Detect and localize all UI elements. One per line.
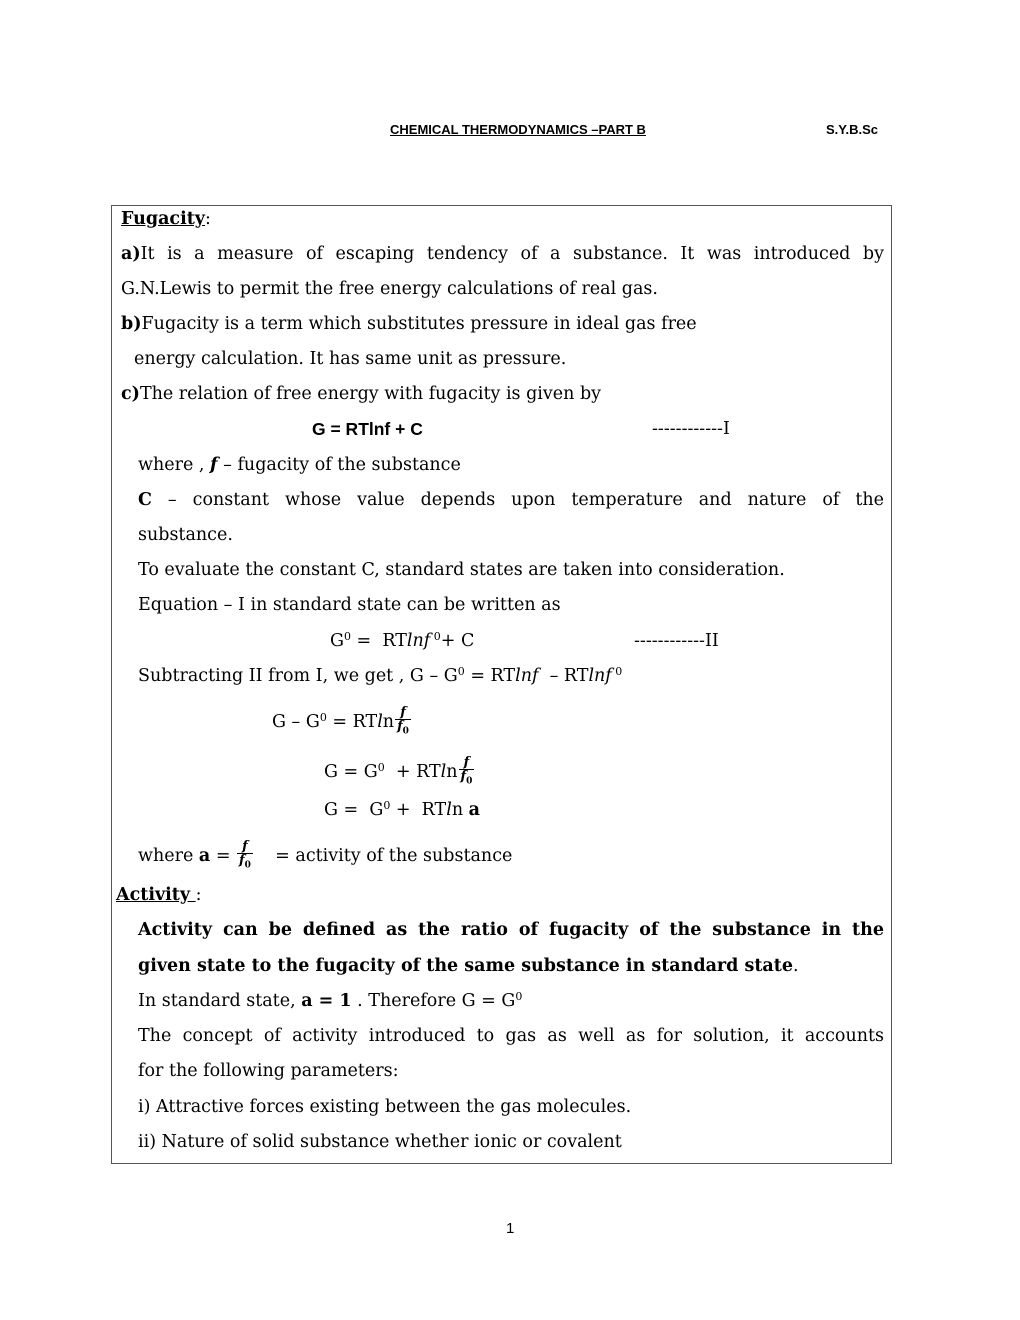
equation-2-tag: ------------II (634, 631, 719, 651)
class-label: S.Y.B.Sc (826, 122, 879, 137)
equation-2: $G^0 = RTlnf$ $^0$+ C (330, 630, 475, 651)
substance-line: substance. (138, 525, 233, 545)
equation-1: G = RTlnf + C (312, 419, 423, 439)
equation-3: $G - G^0 = RTln$ $\frac{f}{f_0}$ (272, 705, 409, 737)
document-title: CHEMICAL THERMODYNAMICS –PART B (390, 122, 646, 137)
c-constant-line: C – constant whose value depends upon temperature and nature of the (138, 490, 884, 510)
f-over-f0-fraction: $\frac{f}{f_0}$ (239, 839, 251, 871)
activity-heading: Activity : (116, 885, 202, 905)
f-over-f0-fraction: $\frac{f}{f_0}$ (397, 705, 409, 737)
activity-def-line2: given state to the fugacity of the same substance in standard state. (138, 956, 799, 976)
subtract-line: Subtracting II from I, we get , $G - G^0 = RTlnf - RTlnf$ $^0$ (138, 665, 623, 686)
parameter-2: ii) Nature of solid substance whether ionic or covalent (138, 1132, 622, 1152)
activity-def-line1: Activity can be defined as the ratio of fugacity of the substance in the (138, 920, 884, 940)
standard-state-line: In standard state, a = 1 . Therefore $G = G^0$ (138, 990, 523, 1011)
fugacity-heading: Fugacity: (121, 209, 211, 229)
standard-state-eq-line: Equation – I in standard state can be written as (138, 595, 561, 615)
where-f-line: where , f – fugacity of the substance (138, 455, 461, 475)
point-a-line1: a)It is a measure of escaping tendency of a substance. It was introduced by (121, 244, 884, 264)
activity-definition-eq: where a = $\frac{f}{f_0}$ = activity of the substance (138, 839, 513, 871)
point-b-line2: energy calculation. It has same unit as pressure. (134, 349, 567, 369)
evaluate-line: To evaluate the constant C, standard states are taken into consideration. (138, 560, 785, 580)
page-number: 1 (506, 1220, 515, 1237)
parameter-1: i) Attractive forces existing between the gas molecules. (138, 1097, 632, 1117)
point-a-line2: G.N.Lewis to permit the free energy calculations of real gas. (121, 279, 658, 299)
point-c-line: c)The relation of free energy with fugacity is given by (121, 384, 602, 404)
f-over-f0-fraction: $\frac{f}{f_0}$ (460, 755, 473, 787)
equation-1-tag: ------------I (652, 419, 730, 439)
equation-4: $G = G^0 + RTln$ $\frac{f}{f_0}$ (324, 755, 473, 787)
point-b-line1: b)Fugacity is a term which substitutes pressure in ideal gas free (121, 314, 697, 334)
equation-5: $G = G^0 + RTln$ a (324, 799, 481, 820)
concept-line1: The concept of activity introduced to gas as well as for solution, it accounts (138, 1026, 884, 1046)
concept-line2: for the following parameters: (138, 1061, 399, 1081)
